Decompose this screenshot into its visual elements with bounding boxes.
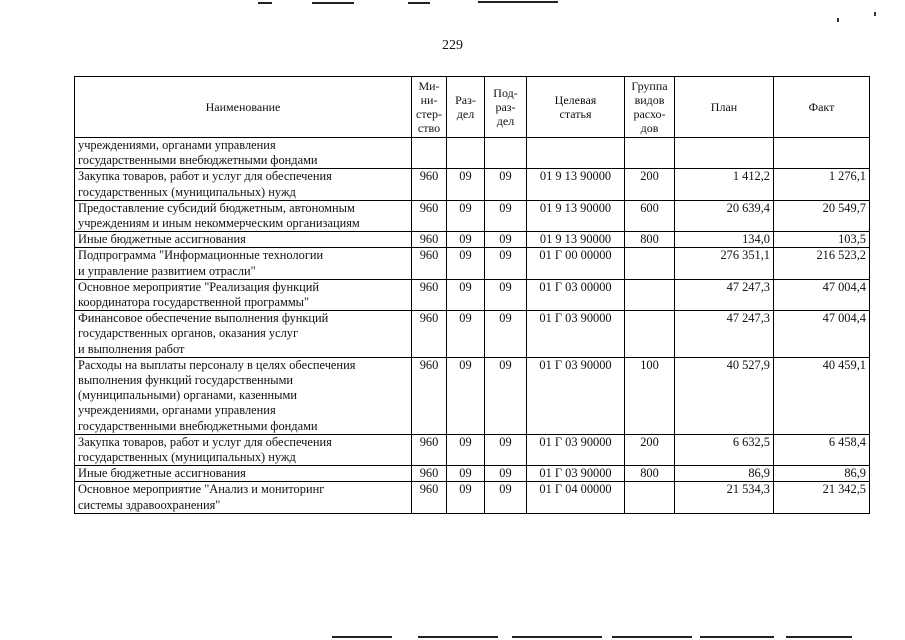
table-row (75, 434, 870, 465)
row-fact: 216 523,2 (774, 248, 870, 279)
row-name: Основное мероприятие "Реализация функций координатора государственной программы" (75, 279, 412, 310)
table-row (75, 482, 870, 513)
row-fact: 6 458,4 (774, 434, 870, 465)
row-name: учреждениями, органами управления государственными внебюджетными фондами (75, 138, 412, 169)
row-plan: 1 412,2 (675, 169, 774, 200)
row-ministry: 960 (412, 434, 447, 465)
row-name: Закупка товаров, работ и услуг для обеспечения государственных (муниципальных) нужд (75, 434, 412, 465)
row-ministry: 960 (412, 248, 447, 279)
row-plan: 6 632,5 (675, 434, 774, 465)
scan-mark (837, 18, 839, 22)
row-expense-group (625, 138, 675, 169)
row-section: 09 (447, 434, 485, 465)
row-expense-group (625, 482, 675, 513)
page-number: 229 (442, 38, 463, 53)
row-section: 09 (447, 169, 485, 200)
row-plan: 47 247,3 (675, 279, 774, 310)
row-expense-group: 800 (625, 466, 675, 482)
row-ministry: 960 (412, 466, 447, 482)
row-ministry: 960 (412, 232, 447, 248)
table-row (75, 200, 870, 231)
row-section: 09 (447, 357, 485, 434)
row-subsection: 09 (485, 482, 527, 513)
row-plan: 21 534,3 (675, 482, 774, 513)
row-plan: 86,9 (675, 466, 774, 482)
row-section: 09 (447, 466, 485, 482)
scan-mark (258, 2, 272, 4)
row-target: 01 Г 03 00000 (527, 279, 625, 310)
row-plan: 276 351,1 (675, 248, 774, 279)
row-subsection: 09 (485, 466, 527, 482)
row-target (527, 138, 625, 169)
scan-mark (512, 636, 602, 638)
row-fact: 40 459,1 (774, 357, 870, 434)
row-name: Основное мероприятие "Анализ и мониторинг системы здравоохранения" (75, 482, 412, 513)
table-row (75, 311, 870, 358)
table-row (75, 279, 870, 310)
table-row (75, 138, 870, 169)
row-subsection: 09 (485, 232, 527, 248)
row-fact (774, 138, 870, 169)
row-fact: 47 004,4 (774, 311, 870, 358)
row-ministry: 960 (412, 311, 447, 358)
scan-mark (612, 636, 692, 638)
table-row (75, 357, 870, 434)
row-expense-group (625, 311, 675, 358)
table-row (75, 248, 870, 279)
table-row (75, 466, 870, 482)
row-target: 01 Г 03 90000 (527, 434, 625, 465)
row-ministry: 960 (412, 357, 447, 434)
row-fact: 103,5 (774, 232, 870, 248)
row-subsection: 09 (485, 434, 527, 465)
row-target: 01 Г 03 90000 (527, 311, 625, 358)
row-ministry: 960 (412, 279, 447, 310)
budget-table (74, 76, 870, 514)
header-section: Раз- дел (447, 77, 485, 138)
row-name: Иные бюджетные ассигнования (75, 232, 412, 248)
row-name: Закупка товаров, работ и услуг для обеспечения государственных (муниципальных) нужд (75, 169, 412, 200)
row-expense-group (625, 248, 675, 279)
row-subsection: 09 (485, 311, 527, 358)
row-expense-group: 800 (625, 232, 675, 248)
row-plan: 47 247,3 (675, 311, 774, 358)
scan-mark (332, 636, 392, 638)
scan-mark (478, 1, 558, 3)
row-expense-group: 200 (625, 169, 675, 200)
scan-mark (312, 2, 354, 4)
row-plan: 134,0 (675, 232, 774, 248)
header-plan: План (675, 77, 774, 138)
row-fact: 21 342,5 (774, 482, 870, 513)
row-fact: 47 004,4 (774, 279, 870, 310)
row-fact: 1 276,1 (774, 169, 870, 200)
row-target: 01 Г 00 00000 (527, 248, 625, 279)
row-subsection: 09 (485, 248, 527, 279)
row-target: 01 9 13 90000 (527, 169, 625, 200)
row-section: 09 (447, 232, 485, 248)
row-expense-group: 600 (625, 200, 675, 231)
row-section: 09 (447, 200, 485, 231)
scan-mark (874, 12, 876, 16)
table-row (75, 169, 870, 200)
header-name: Наименование (75, 77, 412, 138)
row-fact: 20 549,7 (774, 200, 870, 231)
table-row (75, 232, 870, 248)
row-ministry: 960 (412, 200, 447, 231)
scan-mark (700, 636, 774, 638)
row-expense-group: 200 (625, 434, 675, 465)
row-target: 01 Г 04 00000 (527, 482, 625, 513)
row-ministry: 960 (412, 482, 447, 513)
row-section: 09 (447, 279, 485, 310)
row-fact: 86,9 (774, 466, 870, 482)
row-subsection: 09 (485, 279, 527, 310)
row-expense-group (625, 279, 675, 310)
row-target: 01 Г 03 90000 (527, 466, 625, 482)
scan-mark (786, 636, 852, 638)
scan-mark (418, 636, 498, 638)
row-plan: 40 527,9 (675, 357, 774, 434)
header-fact: Факт (774, 77, 870, 138)
row-plan: 20 639,4 (675, 200, 774, 231)
header-target: Целевая статья (527, 77, 625, 138)
row-subsection: 09 (485, 169, 527, 200)
row-section: 09 (447, 482, 485, 513)
row-subsection (485, 138, 527, 169)
row-name: Расходы на выплаты персоналу в целях обеспечения выполнения функций государственными (муниципальными) органами, казенными учреждениями, органами управления государственными внебюджетными фондами (75, 357, 412, 434)
row-section: 09 (447, 248, 485, 279)
row-expense-group: 100 (625, 357, 675, 434)
header-ministry: Ми- ни- стер- ство (412, 77, 447, 138)
header-subsection: Под- раз- дел (485, 77, 527, 138)
header-expense-group: Группа видов расхо- дов (625, 77, 675, 138)
table-header-row (75, 77, 870, 138)
row-plan (675, 138, 774, 169)
row-name: Предоставление субсидий бюджетным, автономным учреждениям и иным некоммерческим организациям (75, 200, 412, 231)
row-ministry (412, 138, 447, 169)
row-target: 01 9 13 90000 (527, 200, 625, 231)
row-name: Иные бюджетные ассигнования (75, 466, 412, 482)
row-subsection: 09 (485, 200, 527, 231)
row-subsection: 09 (485, 357, 527, 434)
row-ministry: 960 (412, 169, 447, 200)
row-section (447, 138, 485, 169)
scan-mark (408, 2, 430, 4)
row-target: 01 9 13 90000 (527, 232, 625, 248)
row-name: Подпрограмма "Информационные технологии и управление развитием отрасли" (75, 248, 412, 279)
row-target: 01 Г 03 90000 (527, 357, 625, 434)
row-section: 09 (447, 311, 485, 358)
row-name: Финансовое обеспечение выполнения функций государственных органов, оказания услуг и выполнения работ (75, 311, 412, 358)
